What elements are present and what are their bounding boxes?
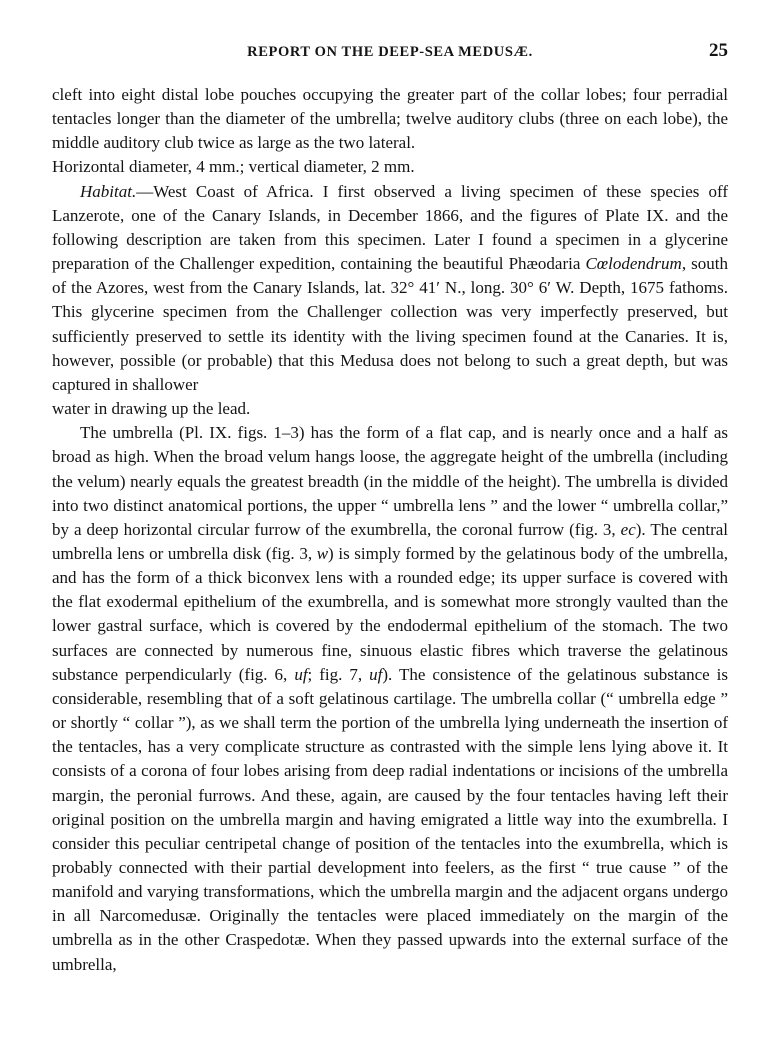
paragraph-3 — [52, 421, 728, 977]
paragraph-3-text-5: ). The consistence of the gelatinous substance is considerable, resembling that of a soft gelatinous cartilage. The umbrella collar (“ umbrella edge ” or shortly “ collar ”), as we shall term the portion of the umbrella lying underneath the insertion of the tentacles, has a very complicate structure as contrasted with the simple lens lying above it. It consists of a corona of four lobes arising from deep radial indentations or incisions of the umbrella margin, the peronial furrows. And these, again, are caused by the four tentacles having left their original position on the umbrella margin and having emigrated a little way into the exumbrella. I consider this peculiar centripetal change of position of the tentacles into the exumbrella, which is probably connected with their partial development into feelers, as the first “ true cause ” of the manifold and varying transformations, which the umbrella margin and the adjacent organs undergo in all Narcomedusæ. Originally the tentacles were placed immediately on the margin of the umbrella as in the other Craspedotæ. When they passed upwards into the external surface of the umbrella, — [52, 664, 729, 974]
running-title: REPORT ON THE DEEP-SEA MEDUSÆ. — [247, 44, 533, 60]
paragraph-1 — [52, 83, 728, 180]
paragraph-3-text-2: ). The central umbrella lens or umbrella disk (fig. 3, — [52, 519, 729, 563]
paragraph-2-text-b: , south of the Azores, west from the Canary Islands, lat. 32° 41′ N., long. 30° 6′ W. Depth, 1675 fathoms. This glycerine specimen from the Challenger collection was very imperfectly preserved, but sufficiently preserved to settle its identity with the living specimen found at the Canaries. It is, however, possible (or probable) that this Medusa does not belong to such a great depth, but was captured in shallower — [52, 254, 728, 394]
figure-ref-w: w — [316, 543, 329, 563]
body-text — [52, 83, 728, 977]
habitat-heading: Habitat. — [80, 181, 137, 201]
figure-ref-uf-2: uf — [369, 664, 383, 684]
running-header — [52, 40, 728, 68]
paragraph-2-text-a: —West Coast of Africa. I first observed a living specimen of these species off Lanzerote, one of the Canary Islands, in December 1866, and the figures of Plate IX. and the following description are taken from this specimen. Later I found a specimen in a glycerine preparation of the Challenger expedition, containing the beautiful Phæodaria — [52, 181, 728, 274]
genus-name: Cœlodendrum — [585, 254, 682, 274]
paragraph-3-text-4: ; fig. 7, — [307, 664, 370, 684]
figure-ref-ec: ec — [620, 519, 636, 539]
paragraph-2 — [52, 180, 728, 422]
paragraph-1-last-line: Horizontal diameter, 4 mm.; vertical diameter, 2 mm. — [52, 157, 415, 177]
paragraph-3-text-3: ) is simply formed by the gelatinous body of the umbrella, and has the form of a thick biconvex lens with a rounded edge; its upper surface is covered with the flat exodermal epithelium of the exumbrella, and is somewhat more strongly vaulted than the lower gastral surface, which is covered by the endodermal epithelium of the stomach. The two surfaces are connected by numerous fine, sinuous elastic fibres which traverse the gelatinous substance perpendicularly (fig. 6, — [52, 543, 728, 684]
page-number: 25 — [709, 40, 728, 61]
paragraph-2-last-line: water in drawing up the lead. — [52, 399, 251, 419]
figure-ref-uf-1: uf — [294, 664, 308, 684]
paragraph-1-text: cleft into eight distal lobe pouches occupying the greater part of the collar lobes; four perradial tentacles longer than the diameter of the umbrella; twelve auditory clubs (three on each lobe), the middle auditory club twice as large as the two lateral. — [52, 85, 728, 153]
paragraph-3-text-1: The umbrella (Pl. IX. figs. 1–3) has the form of a flat cap, and is nearly once and a half as broad as high. When the broad velum hangs loose, the aggregate height of the umbrella (including the velum) nearly equals the greatest breadth (in the middle of the height). The umbrella is divided into two distinct anatomical portions, the upper “ umbrella lens ” and the lower “ umbrella collar,” by a deep horizontal circular furrow of the exumbrella, the coronal furrow (fig. 3, — [52, 423, 728, 539]
